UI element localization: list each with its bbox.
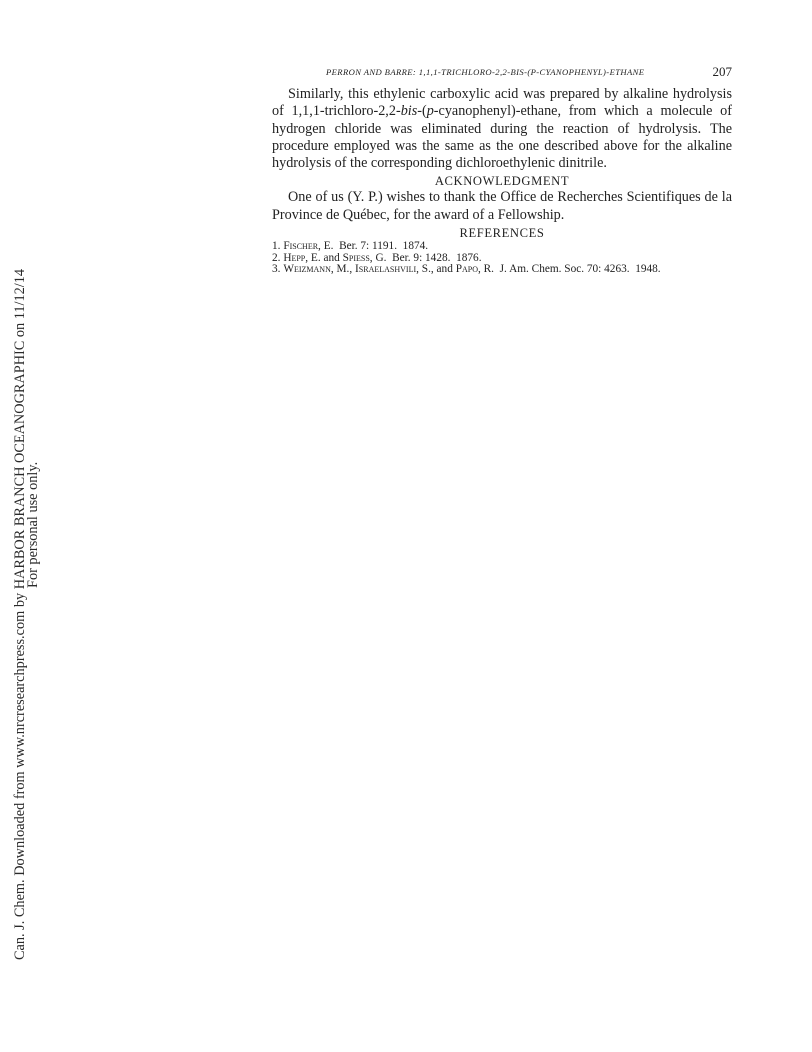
reference-author: Papo (455, 263, 478, 276)
reference-author: Hepp (283, 251, 306, 264)
reference-initials: , S., and (416, 263, 456, 276)
reference-number: 3. (272, 263, 281, 276)
paragraph-text-1: Similarly, this ethylenic carboxylic acid was prepared by alkaline hydrolysis of 1,1,1-trichloro-2,2- (272, 86, 732, 120)
article-body (272, 86, 732, 276)
reference-initials: , M., (330, 263, 356, 276)
reference-citation: J. Am. Chem. Soc. 70: 4263. 1948. (494, 263, 661, 276)
acknowledgment-heading: ACKNOWLEDGMENT (434, 174, 570, 189)
page-number: 207 (712, 64, 732, 79)
reference-author: Fischer (283, 240, 319, 253)
running-head (272, 64, 732, 82)
reference-initials: , G. (369, 251, 387, 264)
reference-author: Weizmann (283, 263, 331, 276)
references-heading: REFERENCES (459, 226, 545, 241)
hydrolysis-paragraph (272, 86, 732, 172)
reference-initials: , R. (477, 263, 494, 276)
references-list (272, 241, 732, 276)
reference-initials: , E. (318, 240, 334, 253)
bis-italic: bis (400, 103, 418, 120)
paragraph-text-3: -cyanophenyl)-ethane, from which a molecule of hydrogen chloride was eliminated during the reaction of hydrolysis. The procedure employed was the same as the one described above for the alkaline hydrolysis of the corresponding dichloroethylenic dinitrile. (272, 103, 732, 172)
watermark-line-1: Can. J. Chem. Downloaded from www.nrcresearchpress.com by HARBOR BRANCH OCEANOGRAPHIC on 11/12/14 (12, 268, 28, 960)
running-head-title: PERRON AND BARRE: 1,1,1-TRICHLORO-2,2-BIS-(P-CYANOPHENYL)-ETHANE (326, 67, 645, 77)
reference-number: 1. (272, 240, 281, 253)
reference-author: Spiess (342, 251, 370, 264)
para-italic: p (426, 103, 434, 120)
reference-citation: Ber. 9: 1428. 1876. (386, 251, 482, 264)
watermark-line-2: For personal use only. (25, 461, 41, 588)
reference-item (272, 264, 732, 276)
paragraph-text-2: -( (417, 103, 427, 120)
reference-citation: Ber. 7: 1191. 1874. (333, 240, 429, 253)
reference-number: 2. (272, 251, 281, 264)
reference-author: Israelashvili (355, 263, 417, 276)
reference-initials: , E. and (305, 251, 343, 264)
acknowledgment-text: One of us (Y. P.) wishes to thank the Office de Recherches Scientifiques de la Province de Québec, for the award of a Fellowship. (272, 189, 732, 223)
references-section (272, 225, 732, 276)
